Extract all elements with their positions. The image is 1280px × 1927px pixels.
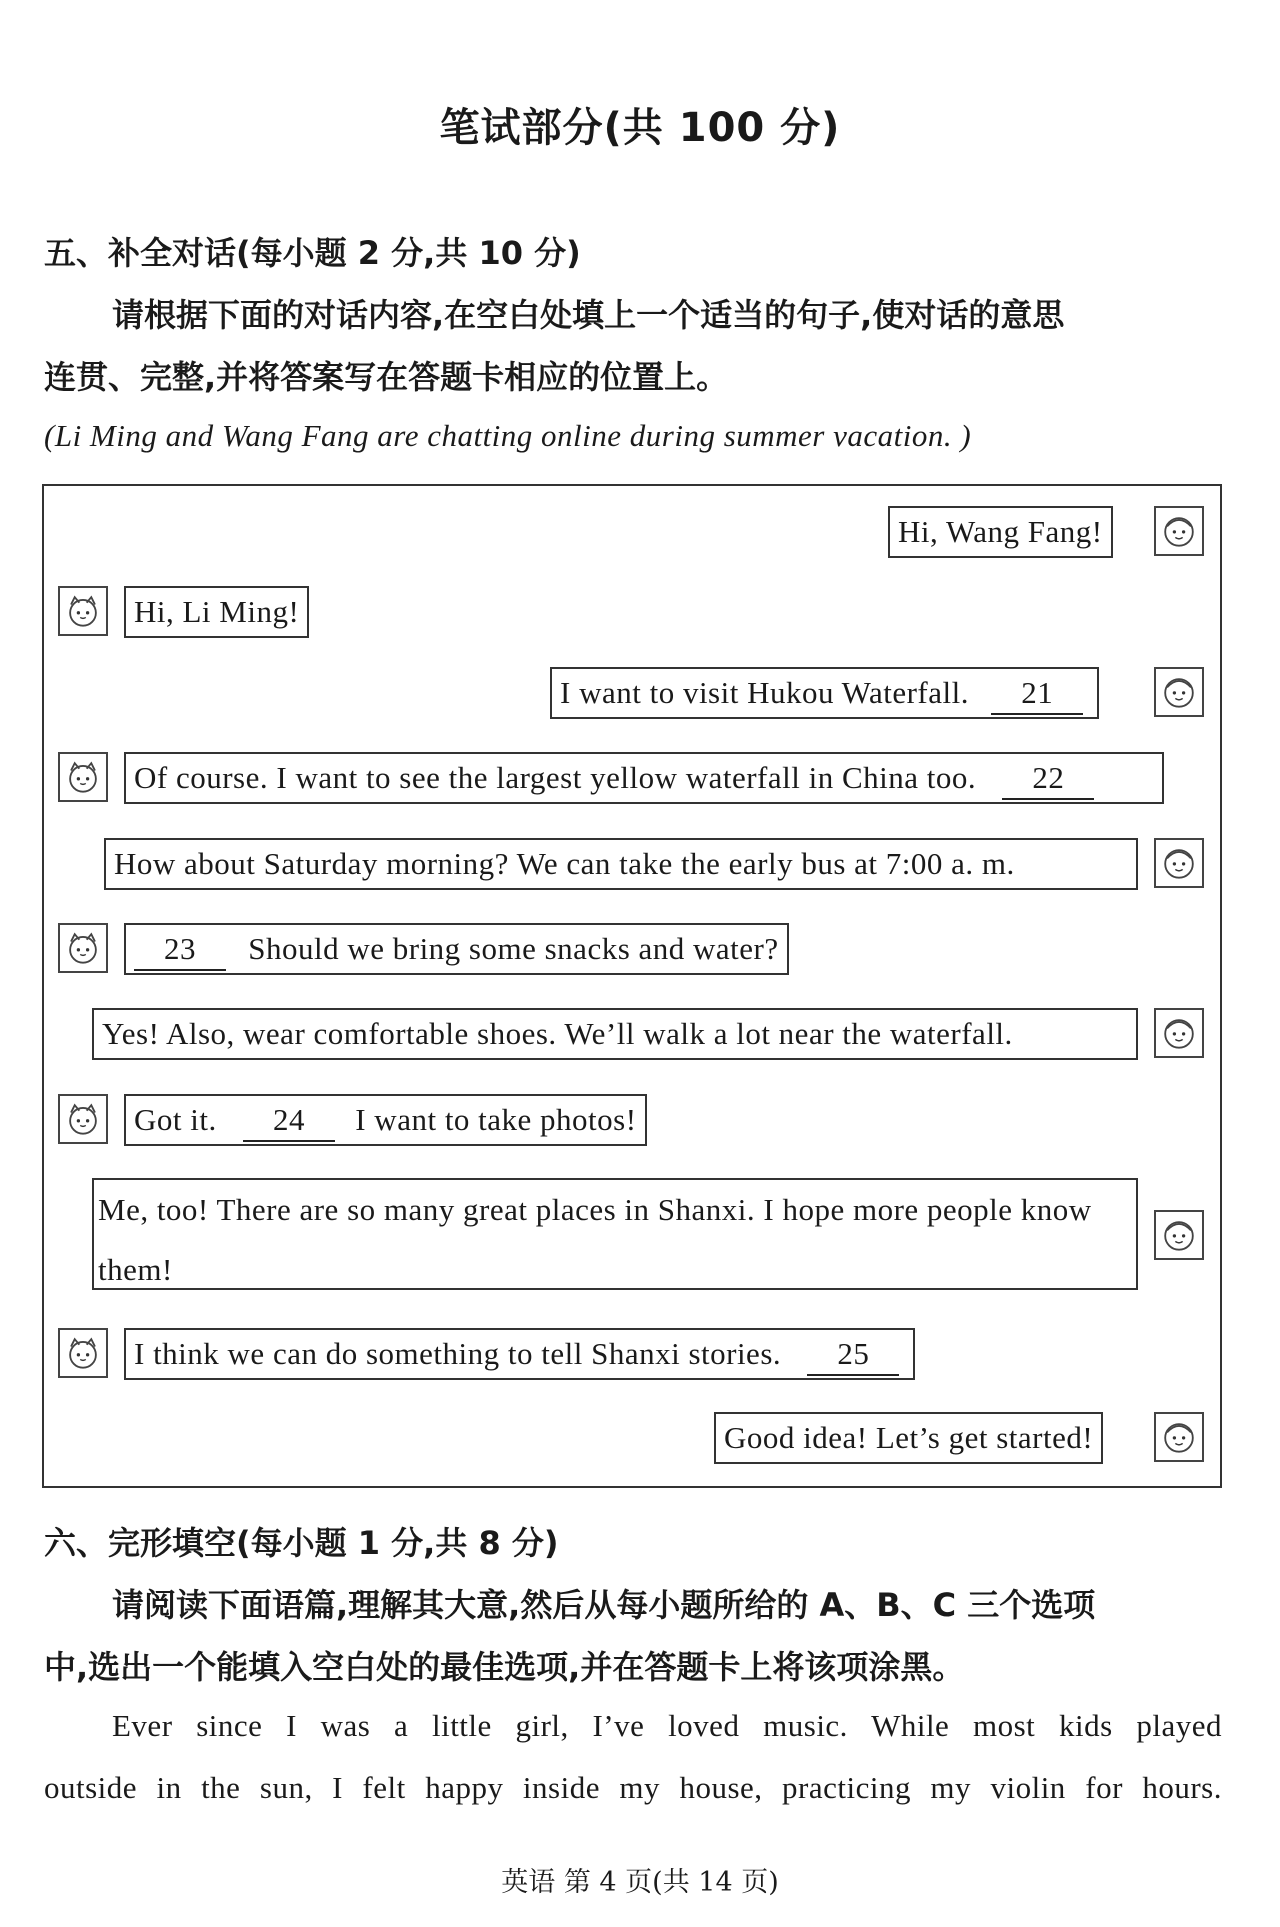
- page-footer: 英语 第 4 页(共 14 页): [501, 1867, 779, 1898]
- section5-instruction-line2: 连贯、完整,并将答案写在答题卡相应的位置上。: [44, 358, 729, 396]
- bubble-text: How about Saturday morning? We can take the early bus at 7:00 a. m.: [114, 846, 1015, 881]
- dialogue-box: [42, 484, 1222, 1488]
- dialogue-bubble-4: [124, 752, 1164, 804]
- blank-24: 24: [243, 1100, 335, 1142]
- dialogue-bubble-3: [550, 667, 1099, 719]
- girl-avatar-icon: [58, 752, 108, 802]
- passage-line-1: Ever since I was a little girl, I’ve loved music. While most kids played: [112, 1708, 1222, 1743]
- dialogue-bubble-5: [104, 838, 1138, 890]
- section6-instruction-line1: 请阅读下面语篇,理解其大意,然后从每小题所给的 A、B、C 三个选项: [112, 1586, 1096, 1624]
- dialogue-bubble-7: [92, 1008, 1138, 1060]
- dialogue-bubble-2: [124, 586, 309, 638]
- bubble-text: Should we bring some snacks and water?: [248, 931, 779, 966]
- girl-avatar-icon: [58, 923, 108, 973]
- boy-avatar-icon: [1154, 667, 1204, 717]
- bubble-text-before: Got it.: [134, 1102, 217, 1137]
- bubble-text: I want to take photos!: [355, 1102, 637, 1137]
- boy-avatar-icon: [1154, 838, 1204, 888]
- bubble-text: Good idea! Let’s get started!: [724, 1420, 1094, 1455]
- dialogue-bubble-8: [124, 1094, 647, 1146]
- dialogue-bubble-9: [92, 1178, 1138, 1290]
- section6-heading: 六、完形填空(每小题 1 分,共 8 分): [44, 1524, 559, 1562]
- blank-25: 25: [807, 1334, 899, 1376]
- page-title: 笔试部分(共 100 分): [439, 105, 841, 151]
- blank-22: 22: [1002, 758, 1094, 800]
- bubble-text: Hi, Wang Fang!: [898, 514, 1103, 549]
- dialogue-bubble-1: [888, 506, 1113, 558]
- section5-instruction-line1: 请根据下面的对话内容,在空白处填上一个适当的句子,使对话的意思: [112, 296, 1065, 334]
- bubble-text: Of course. I want to see the largest yellow waterfall in China too.: [134, 760, 977, 795]
- bubble-text: Me, too! There are so many great places in Shanxi. I hope more people know them!: [98, 1192, 1092, 1287]
- bubble-text: Hi, Li Ming!: [134, 594, 300, 629]
- passage-line-2: outside in the sun, I felt happy inside my house, practicing my violin for hours.: [44, 1770, 1222, 1805]
- dialogue-situation: (Li Ming and Wang Fang are chatting online during summer vacation. ): [44, 418, 972, 453]
- bubble-text: I think we can do something to tell Shanxi stories.: [134, 1336, 782, 1371]
- girl-avatar-icon: [58, 586, 108, 636]
- dialogue-bubble-11: [714, 1412, 1103, 1464]
- section5-heading: 五、补全对话(每小题 2 分,共 10 分): [44, 234, 581, 272]
- blank-21: 21: [991, 673, 1083, 715]
- boy-avatar-icon: [1154, 1008, 1204, 1058]
- blank-23: 23: [134, 929, 226, 971]
- dialogue-bubble-6: [124, 923, 789, 975]
- dialogue-bubble-10: [124, 1328, 915, 1380]
- section6-instruction-line2: 中,选出一个能填入空白处的最佳选项,并在答题卡上将该项涂黑。: [44, 1648, 965, 1686]
- boy-avatar-icon: [1154, 1210, 1204, 1260]
- girl-avatar-icon: [58, 1328, 108, 1378]
- boy-avatar-icon: [1154, 506, 1204, 556]
- bubble-text: I want to visit Hukou Waterfall.: [560, 675, 969, 710]
- girl-avatar-icon: [58, 1094, 108, 1144]
- bubble-text: Yes! Also, wear comfortable shoes. We’ll walk a lot near the waterfall.: [102, 1016, 1013, 1051]
- boy-avatar-icon: [1154, 1412, 1204, 1462]
